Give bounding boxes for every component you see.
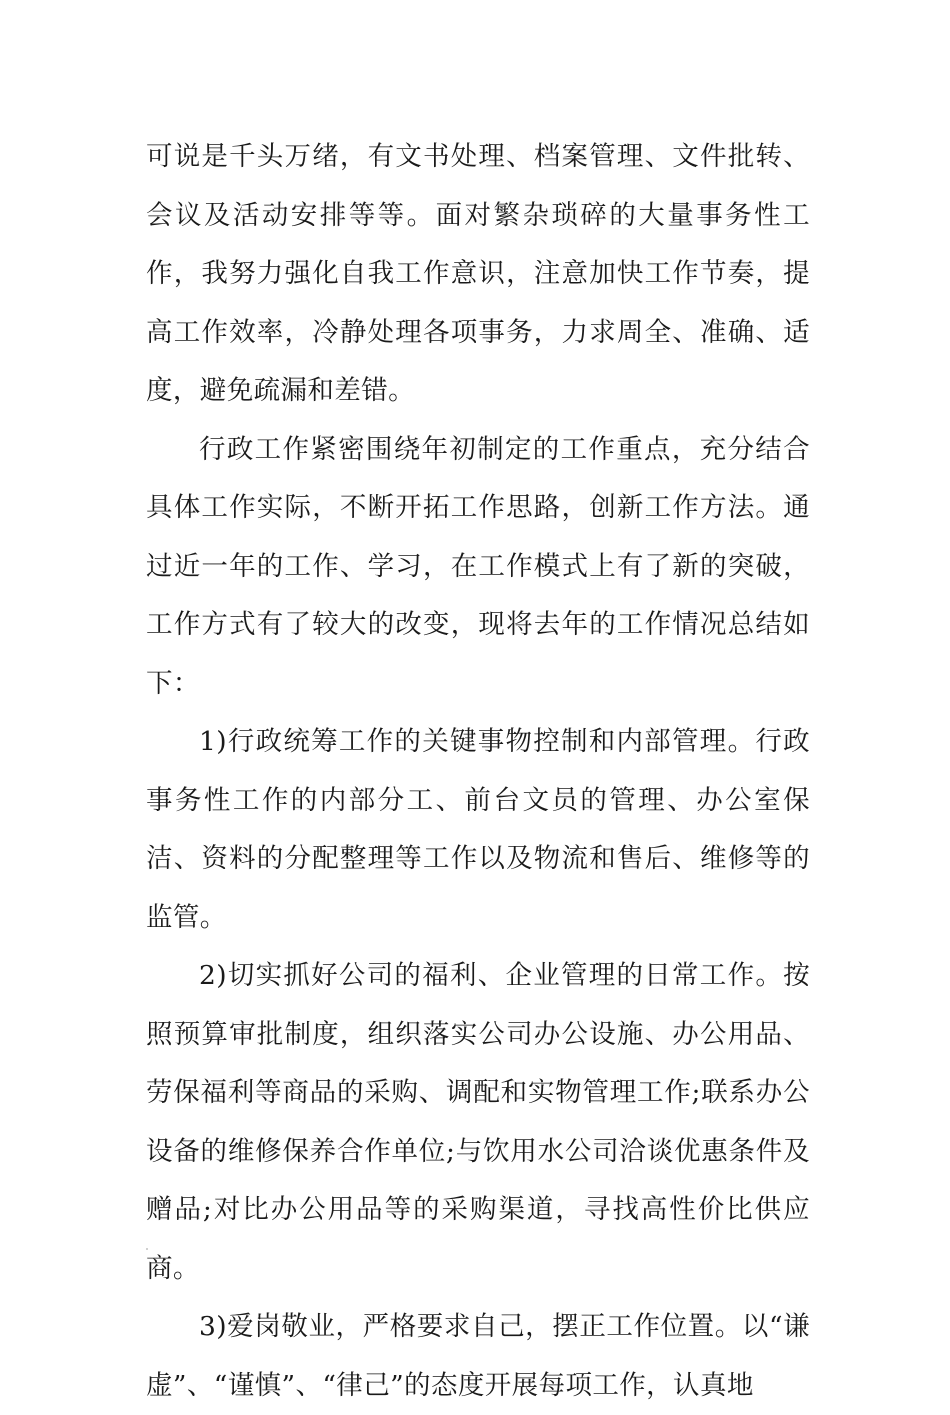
paragraph-item-3: 3)爱岗敬业，严格要求自己，摆正工作位置。以“谦虚”、“谨慎”、“律己”的态度开展每项工作，认真地 (146, 1311, 810, 1401)
page-speck (146, 1248, 148, 1250)
paragraph-item-1: 1)行政统筹工作的关键事物控制和内部管理。行政事务性工作的内部分工、前台文员的管理、办公室保洁、资料的分配整理等工作以及物流和售后、维修等的监管。 (146, 726, 810, 933)
document-body (146, 128, 810, 1415)
paragraph-intro: 行政工作紧密围绕年初制定的工作重点，充分结合具体工作实际，不断开拓工作思路，创新工作方法。通过近一年的工作、学习，在工作模式上有了新的突破，工作方式有了较大的改变，现将去年的工作情况总结如下： (146, 433, 810, 699)
paragraph-item-2: 2)切实抓好公司的福利、企业管理的日常工作。按照预算审批制度，组织落实公司办公设施、办公用品、劳保福利等商品的采购、调配和实物管理工作;联系办公设备的维修保养合作单位;与饮用水公司洽谈优惠条件及赠品;对比办公用品等的采购渠道，寻找高性价比供应商。 (146, 960, 810, 1284)
paragraph-continued: 可说是千头万绪，有文书处理、档案管理、文件批转、会议及活动安排等等。面对繁杂琐碎的大量事务性工作，我努力强化自我工作意识，注意加快工作节奏，提高工作效率，冷静处理各项事务，力求周全、准确、适度，避免疏漏和差错。 (146, 141, 810, 406)
